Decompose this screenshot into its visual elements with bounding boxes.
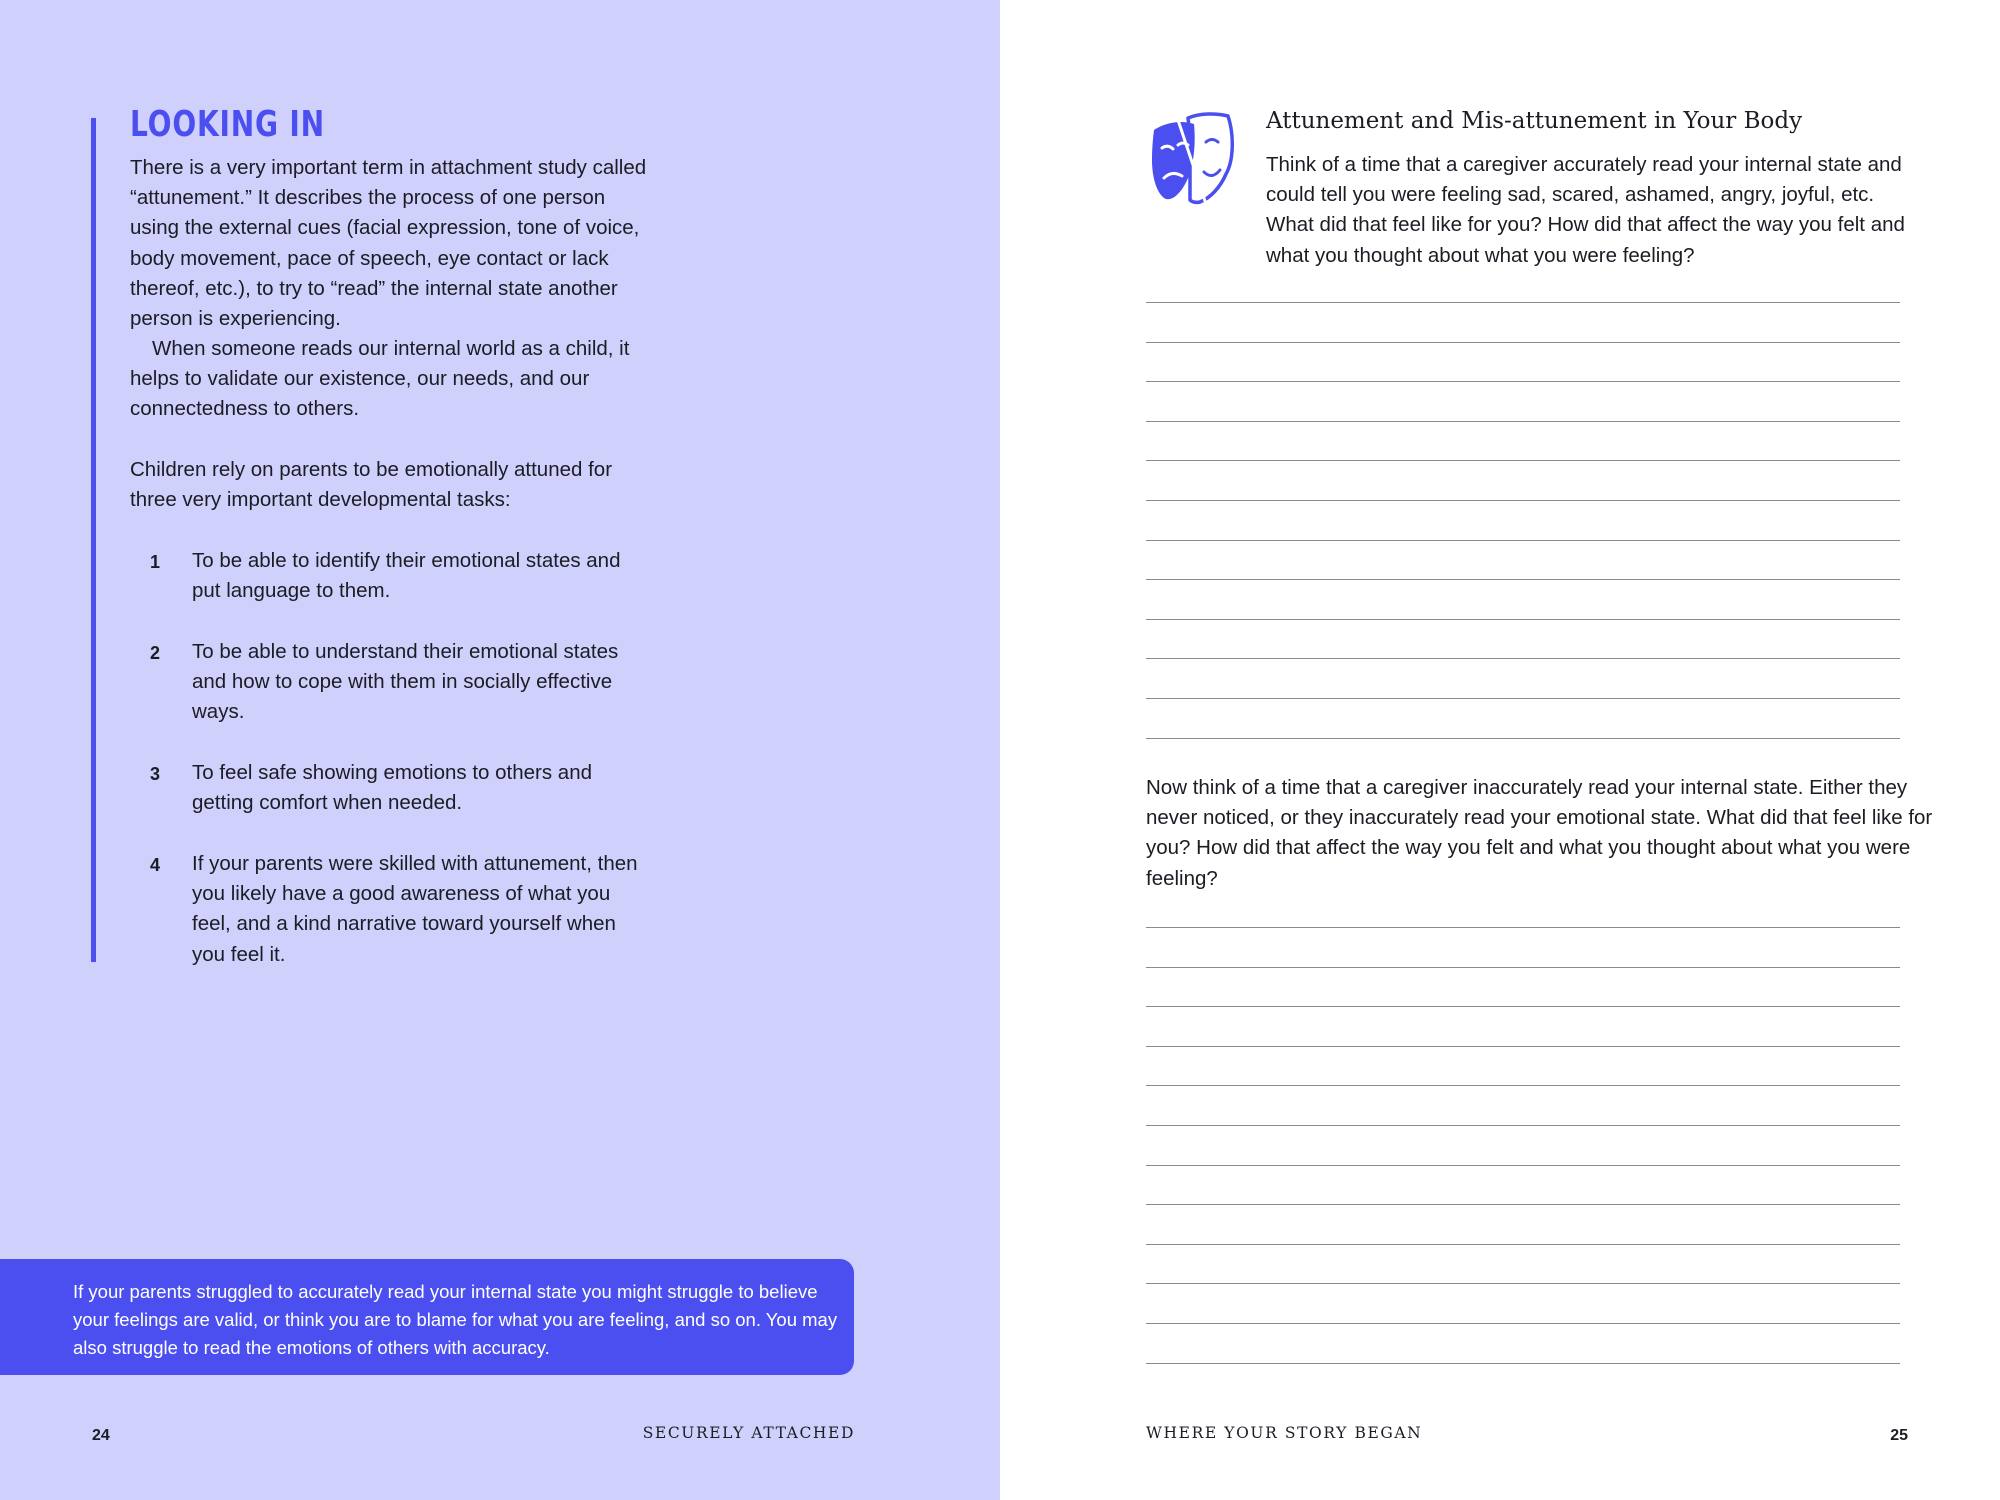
writing-line[interactable] xyxy=(1146,579,1900,580)
task-number: 4 xyxy=(150,855,161,875)
intro-paragraph: There is a very important term in attachment study called “attunement.” It describes the process of one person using the external cues (facial expression, tone of voice, body movement, pace of speech, eye contact or lack thereof, etc.), to try to “read” the internal state another person is experiencing. xyxy=(130,156,647,331)
writing-line[interactable] xyxy=(1146,967,1900,968)
writing-line[interactable] xyxy=(1146,1363,1900,1364)
writing-line[interactable] xyxy=(1146,342,1900,343)
writing-line[interactable] xyxy=(1146,460,1900,461)
writing-line[interactable] xyxy=(1146,1085,1900,1086)
running-head-right: WHERE YOUR STORY BEGAN xyxy=(1146,1424,1423,1442)
writing-line[interactable] xyxy=(1146,1165,1900,1166)
prompt-title: Attunement and Mis-attunement in Your Body xyxy=(1266,108,1803,134)
writing-line[interactable] xyxy=(1146,927,1900,928)
accent-bar xyxy=(91,118,96,962)
writing-line[interactable] xyxy=(1146,500,1900,501)
prompt-1: Think of a time that a caregiver accurately read your internal state and could tell you were feeling sad, scared, ashamed, angry, joyful, etc. What did that feel like for you? How did that affect the way you felt and what you thought about what you were feeling? xyxy=(1266,153,1905,267)
running-head-left: SECURELY ATTACHED xyxy=(642,1424,855,1442)
writing-line[interactable] xyxy=(1146,1006,1900,1007)
tasks-lead: Children rely on parents to be emotionally attuned for three very important developmental tasks: xyxy=(130,458,613,512)
task-number: 2 xyxy=(150,643,161,663)
theater-mask-icon xyxy=(1150,112,1240,208)
task-text: To be able to understand their emotional states and how to cope with them in socially effective ways. xyxy=(192,640,619,724)
writing-line[interactable] xyxy=(1146,1323,1900,1324)
writing-line[interactable] xyxy=(1146,540,1900,541)
prompt-2: Now think of a time that a caregiver inaccurately read your internal state. Either they never noticed, or they inaccurately read your emotional state. What did that feel like for you? How did that affect the way you felt and what you thought about what you were feeling? xyxy=(1146,776,1933,890)
callout-box xyxy=(0,1259,854,1375)
task-text: To be able to identify their emotional states and put language to them. xyxy=(192,549,621,603)
page-number-left: 24 xyxy=(92,1427,110,1444)
callout-text: If your parents struggled to accurately read your internal state you might struggle to believe your feelings are valid, or think you are to blame for what you are feeling, and so on. You may also struggle to read the emotions of others with accuracy. xyxy=(73,1281,838,1358)
writing-line[interactable] xyxy=(1146,1046,1900,1047)
writing-line[interactable] xyxy=(1146,1244,1900,1245)
writing-line[interactable] xyxy=(1146,1125,1900,1126)
right-page xyxy=(1000,0,2000,1500)
task-text: If your parents were skilled with attunement, then you likely have a good awareness of what you feel, and a kind narrative toward yourself when you feel it. xyxy=(192,852,638,966)
task-number: 1 xyxy=(150,552,161,572)
writing-line[interactable] xyxy=(1146,698,1900,699)
second-paragraph xyxy=(130,334,650,425)
writing-line[interactable] xyxy=(1146,1283,1900,1284)
second-paragraph-text: When someone reads our internal world as a child, it helps to validate our existence, our needs, and our connectedness to others. xyxy=(130,337,630,421)
writing-line[interactable] xyxy=(1146,658,1900,659)
task-text: To feel safe showing emotions to others and getting comfort when needed. xyxy=(192,761,592,815)
section-title: LOOKING IN xyxy=(130,104,325,145)
task-number: 3 xyxy=(150,764,161,784)
writing-line[interactable] xyxy=(1146,738,1900,739)
writing-line[interactable] xyxy=(1146,302,1900,303)
writing-line[interactable] xyxy=(1146,1204,1900,1205)
page-number-right: 25 xyxy=(1890,1427,1908,1444)
writing-line[interactable] xyxy=(1146,619,1900,620)
writing-line[interactable] xyxy=(1146,421,1900,422)
writing-line[interactable] xyxy=(1146,381,1900,382)
